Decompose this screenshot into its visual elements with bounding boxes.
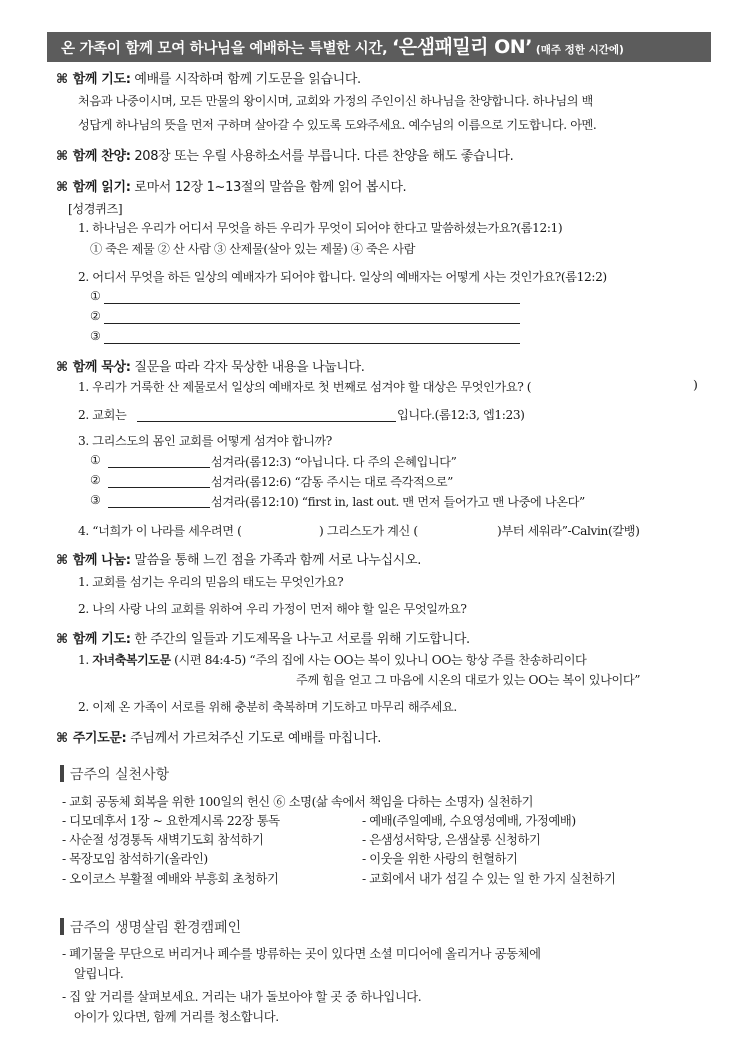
section-intro: 예배를 시작하며 함께 기도문을 읽습니다. — [130, 72, 361, 87]
command-mark-icon: ⌘ — [56, 731, 68, 746]
campaign-title: 금주의 생명살림 환경캠페인 — [70, 920, 242, 936]
calvin-quote-start: 4. “너희가 이 나라를 세우려면 ( — [78, 524, 242, 538]
banner-program-name: ‘은샘패밀리 ON’ — [392, 36, 532, 58]
practice-item: - 예배(주일예배, 수요영성예배, 가정예배) — [362, 814, 576, 828]
answer-line-3[interactable] — [104, 343, 520, 344]
answer-number-3: ③ — [90, 329, 101, 343]
quiz-question-2: 2. 어디서 무엇을 하든 일상의 예배자가 되어야 합니다. 일상의 예배자는 어떻게 사는 것인가요?(롬12:2) — [78, 270, 607, 284]
practice-item: - 이웃을 위한 사랑의 헌혈하기 — [362, 852, 518, 866]
section-opening-prayer — [56, 68, 361, 87]
child-blessing-title: 자녀축복기도문 — [92, 653, 171, 667]
banner-main-text: 온 가족이 함께 모여 하나님을 예배하는 특별한 시간, — [61, 41, 393, 57]
section-reading — [56, 176, 406, 195]
meditation-question-1: 1. 우리가 거룩한 산 제물로서 일상의 예배자로 첫 번째로 섬겨야 할 대상은 무엇인가요? ( — [78, 380, 532, 394]
practice-item: - 교회에서 내가 섬길 수 있는 일 한 가지 실천하기 — [362, 872, 616, 886]
practice-title: 금주의 실천사항 — [70, 767, 170, 783]
practice-heading — [60, 764, 169, 784]
meditation-question-2-end: 입니다.(롬12:3, 엡1:23) — [397, 408, 525, 422]
section-intro: 질문을 따라 각자 묵상한 내용을 나눕니다. — [130, 360, 365, 375]
calvin-quote-end: )부터 세워라”-Calvin(칼뱅) — [497, 524, 640, 538]
child-blessing-prayer — [78, 651, 586, 668]
heading-bar-icon — [60, 765, 64, 782]
section-intro: 주님께서 가르쳐주신 기도로 예배를 마칩니다. — [126, 731, 382, 746]
section-intro: 말씀을 통해 느낀 점을 가족과 함께 서로 나누십시오. — [130, 553, 421, 568]
banner-schedule-note: (매주 정한 시간에) — [535, 44, 624, 56]
campaign-heading — [60, 917, 241, 937]
practice-item: - 디모데후서 1장 ~ 요한계시록 22장 통독 — [62, 814, 280, 828]
answer-line-church[interactable] — [137, 421, 396, 422]
command-mark-icon: ⌘ — [56, 180, 68, 195]
serve-answer-line-3[interactable] — [108, 507, 210, 508]
section-heading: 주기도문: — [72, 731, 127, 746]
section-intro: 한 주간의 일들과 기도제목을 나누고 서로를 위해 기도합니다. — [130, 632, 470, 647]
meditation-question-3: 3. 그리스도의 몸인 교회를 어떻게 섬겨야 합니까? — [78, 434, 332, 448]
sharing-question-1: 1. 교회를 섬기는 우리의 믿음의 태도는 무엇인가요? — [78, 575, 344, 589]
section-intro: 208장 또는 우릴 사용하소서를 부릅니다. 다른 찬양을 해도 좋습니다. — [130, 149, 514, 164]
prayer-line-1: 처음과 나중이시며, 모든 만물의 왕이시며, 교회와 가정의 주인이신 하나님을 찬양합니다. 하나님의 백 — [78, 94, 593, 108]
section-heading: 함께 읽기: — [72, 180, 131, 195]
serve-answer-number-3: ③ — [90, 493, 101, 507]
serve-answer-line-2[interactable] — [108, 487, 210, 488]
section-intro: 로마서 12장 1~13절의 말씀을 함께 읽어 봅시다. — [130, 180, 407, 195]
serve-answer-1: 섬겨라(롬12:3) “아닙니다. 다 주의 은혜입니다” — [211, 455, 457, 469]
campaign-line-2: 알립니다. — [74, 967, 124, 981]
section-heading: 함께 나눔: — [72, 553, 131, 568]
quiz-question-1: 1. 하나님은 우리가 어디서 무엇을 하든 우리가 무엇이 되어야 한다고 말씀하셨는가요?(롬12:1) — [78, 221, 563, 235]
command-mark-icon: ⌘ — [56, 553, 68, 568]
prayer-line-2: 성답게 하나님의 뜻을 먼저 구하며 살아갈 수 있도록 도와주세요. 예수님의 이름으로 기도합니다. 아멘. — [78, 118, 597, 132]
quiz-question-1-options: ① 죽은 제물 ② 산 사람 ③ 산제물(살아 있는 제물) ④ 죽은 사람 — [90, 242, 416, 256]
serve-answer-line-1[interactable] — [108, 467, 210, 468]
item-number: 1. — [78, 653, 89, 667]
section-heading: 함께 찬양: — [72, 149, 131, 164]
serve-answer-2: 섬겨라(롬12:6) “감동 주시는 대로 즉각적으로” — [211, 475, 454, 489]
section-lords-prayer — [56, 727, 381, 746]
practice-item: - 오이코스 부활절 예배와 부흥회 초청하기 — [62, 872, 279, 886]
child-blessing-text-2: 주께 힘을 얻고 그 마음에 시온의 대로가 있는 OO는 복이 있나이다” — [296, 673, 641, 687]
section-praise — [56, 145, 513, 164]
section-closing-prayer — [56, 628, 470, 647]
child-blessing-text-1: (시편 84:4-5) “주의 집에 사는 OO는 복이 있나니 OO는 항상 주를 찬송하리이다 — [170, 653, 587, 667]
command-mark-icon: ⌘ — [56, 72, 68, 87]
section-sharing — [56, 549, 421, 568]
section-heading: 함께 기도: — [72, 72, 131, 87]
practice-item: - 목장모임 참석하기(올라인) — [62, 852, 208, 866]
practice-item: - 은샘성서학당, 은샘살롱 신청하기 — [362, 833, 541, 847]
answer-number-2: ② — [90, 309, 101, 323]
practice-item: - 교회 공동체 회복을 위한 100일의 헌신 ⑥ 소명(삶 속에서 책임을 다하는 소명자) 실천하기 — [62, 795, 534, 809]
command-mark-icon: ⌘ — [56, 360, 68, 375]
serve-answer-3: 섬겨라(롬12:10) “first in, last out. 맨 먼저 들어가고 맨 나중에 나온다” — [211, 495, 585, 509]
closing-prayer-instruction: 2. 이제 온 가족이 서로를 위해 충분히 축복하며 기도하고 마무리 해주세요. — [78, 700, 457, 714]
title-banner — [47, 32, 711, 62]
campaign-line-3: - 집 앞 거리를 살펴보세요. 거리는 내가 돌보아야 할 곳 중 하나입니다. — [62, 990, 422, 1004]
answer-line-2[interactable] — [104, 323, 520, 324]
answer-line-1[interactable] — [104, 303, 520, 304]
practice-item: - 사순절 성경통독 새벽기도회 참석하기 — [62, 833, 264, 847]
command-mark-icon: ⌘ — [56, 149, 68, 164]
campaign-line-4: 아이가 있다면, 함께 거리를 청소합니다. — [74, 1010, 279, 1024]
section-meditation — [56, 356, 365, 375]
meditation-question-2-start: 2. 교회는 — [78, 408, 127, 422]
serve-answer-number-2: ② — [90, 473, 101, 487]
answer-number-1: ① — [90, 289, 101, 303]
calvin-quote-middle: ) 그리스도가 계신 ( — [319, 524, 418, 538]
bible-quiz-label: [성경퀴즈] — [68, 202, 123, 216]
command-mark-icon: ⌘ — [56, 632, 68, 647]
meditation-question-1-close: ) — [693, 377, 698, 392]
heading-bar-icon — [60, 918, 64, 935]
campaign-line-1: - 폐기물을 무단으로 버리거나 폐수를 방류하는 곳이 있다면 소셜 미디어에 올리거나 공동체에 — [62, 947, 541, 961]
section-heading: 함께 기도: — [72, 632, 131, 647]
section-heading: 함께 묵상: — [72, 360, 131, 375]
serve-answer-number-1: ① — [90, 453, 101, 467]
sharing-question-2: 2. 나의 사랑 나의 교회를 위하여 우리 가정이 먼저 해야 할 일은 무엇일까요? — [78, 602, 467, 616]
